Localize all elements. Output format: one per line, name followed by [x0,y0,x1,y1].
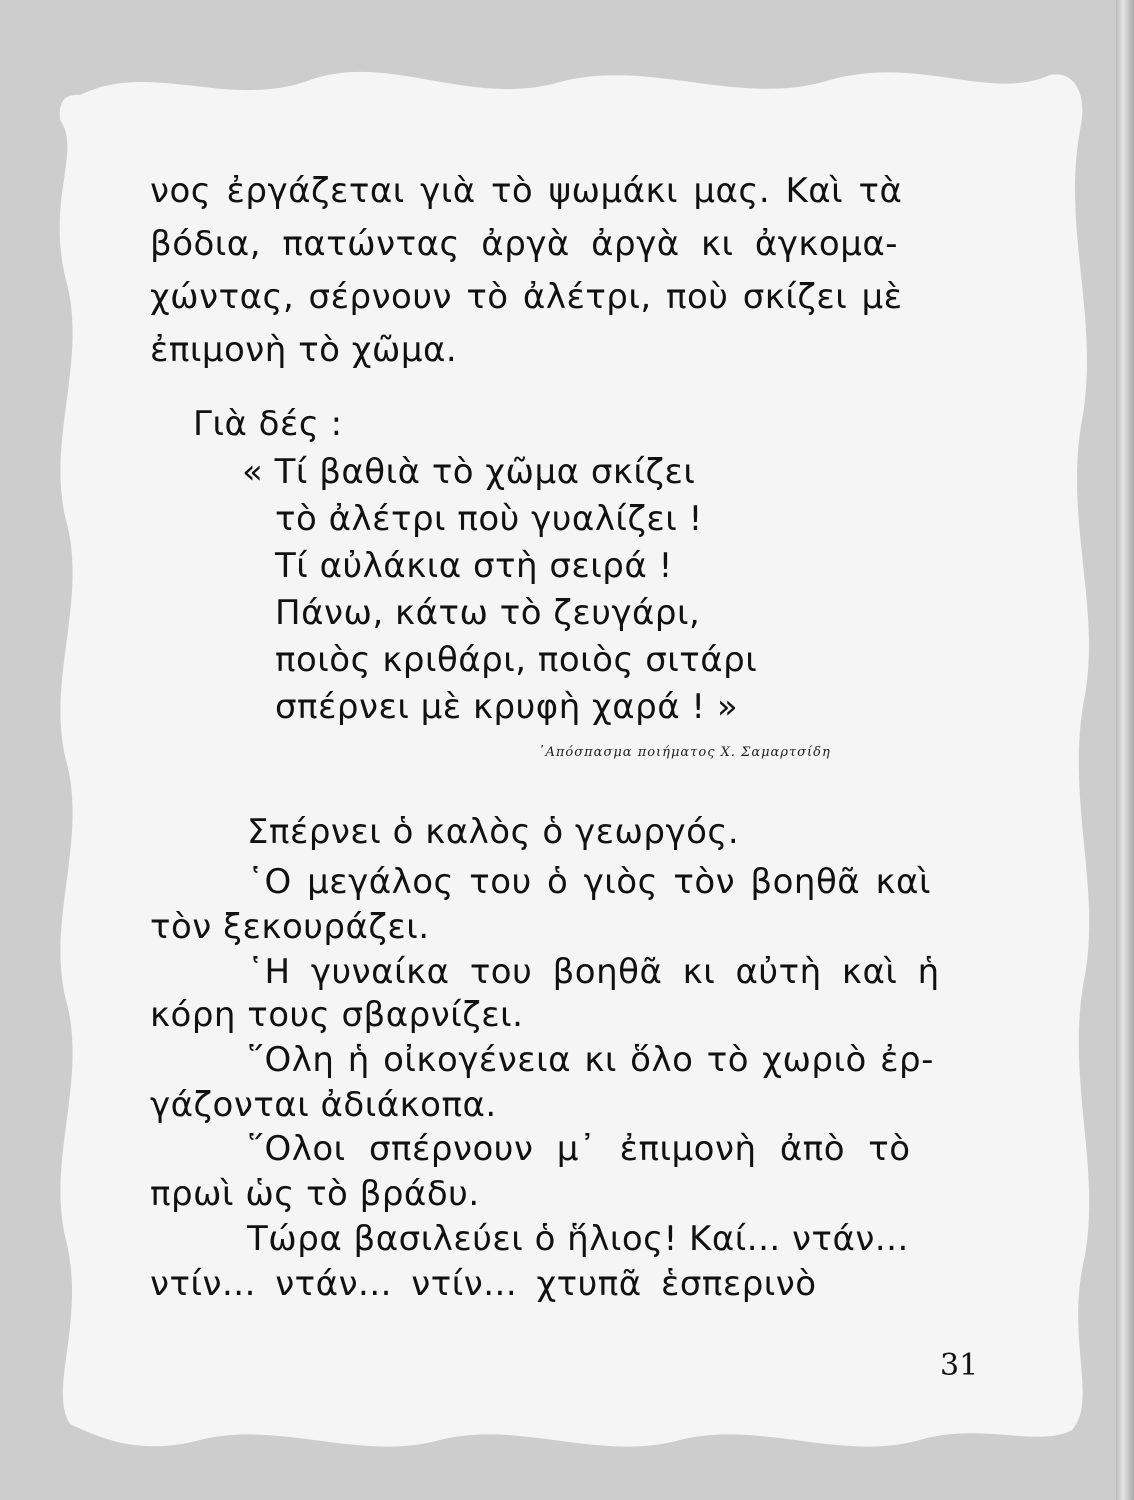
prose-line: ἐπιμονὴ τὸ χῶμα. [150,330,458,370]
poem-line: Τί αὐλάκια στὴ σειρά ! [275,546,673,586]
prose-line: κόρη τους σβαρνίζει. [150,995,524,1035]
prose-line: τὸν ξεκουράζει. [150,907,430,947]
prose-line: ῾Ο μεγάλος του ὁ γιὸς τὸν βοηθᾶ καὶ [247,862,931,902]
poem-line: « Τί βαθιὰ τὸ χῶμα σκίζει [242,452,696,492]
prose-line: πρωὶ ὡς τὸ βράδυ. [150,1174,480,1214]
prose-line: νος ἐργάζεται γιὰ τὸ ψωμάκι μας. Καὶ τὰ [150,171,903,211]
poem-attribution: ᾿Απόσπασμα ποιήματος Χ. Σαμαρτσίδη [538,745,831,760]
page-number: 31 [940,1348,979,1383]
prose-line: γάζονται ἀδιάκοπα. [150,1085,497,1125]
poem-line: ποιὸς κριθάρι, ποιὸς σιτάρι [275,640,758,680]
poem-intro: Γιὰ δές : [193,404,343,444]
prose-line: χώντας, σέρνουν τὸ ἀλέτρι, ποὺ σκίζει μὲ [150,277,903,317]
poem-line: Πάνω, κάτω τὸ ζευγάρι, [275,593,701,633]
poem-line: τὸ ἀλέτρι ποὺ γυαλίζει ! [275,499,703,539]
prose-line: Σπέρνει ὁ καλὸς ὁ γεωργός. [247,812,740,852]
prose-line: ῾Η γυναίκα του βοηθᾶ κι αὐτὴ καὶ ἡ [247,952,940,992]
prose-line: ντίν... ντάν... ντίν... χτυπᾶ ἑσπερινὸ [150,1264,817,1304]
prose-line: ῞Ολοι σπέρνουν μ᾿ ἐπιμονὴ ἀπὸ τὸ [247,1129,911,1169]
prose-line: ῞Ολη ἡ οἰκογένεια κι ὅλο τὸ χωριὸ ἐρ- [247,1040,934,1080]
poem-line: σπέρνει μὲ κρυφὴ χαρά ! » [275,687,739,727]
prose-line: βόδια, πατώντας ἀργὰ ἀργὰ κι ἀγκομα- [150,224,898,264]
prose-line: Τώρα βασιλεύει ὁ ἥλιος! Καί... ντάν... [247,1219,909,1259]
